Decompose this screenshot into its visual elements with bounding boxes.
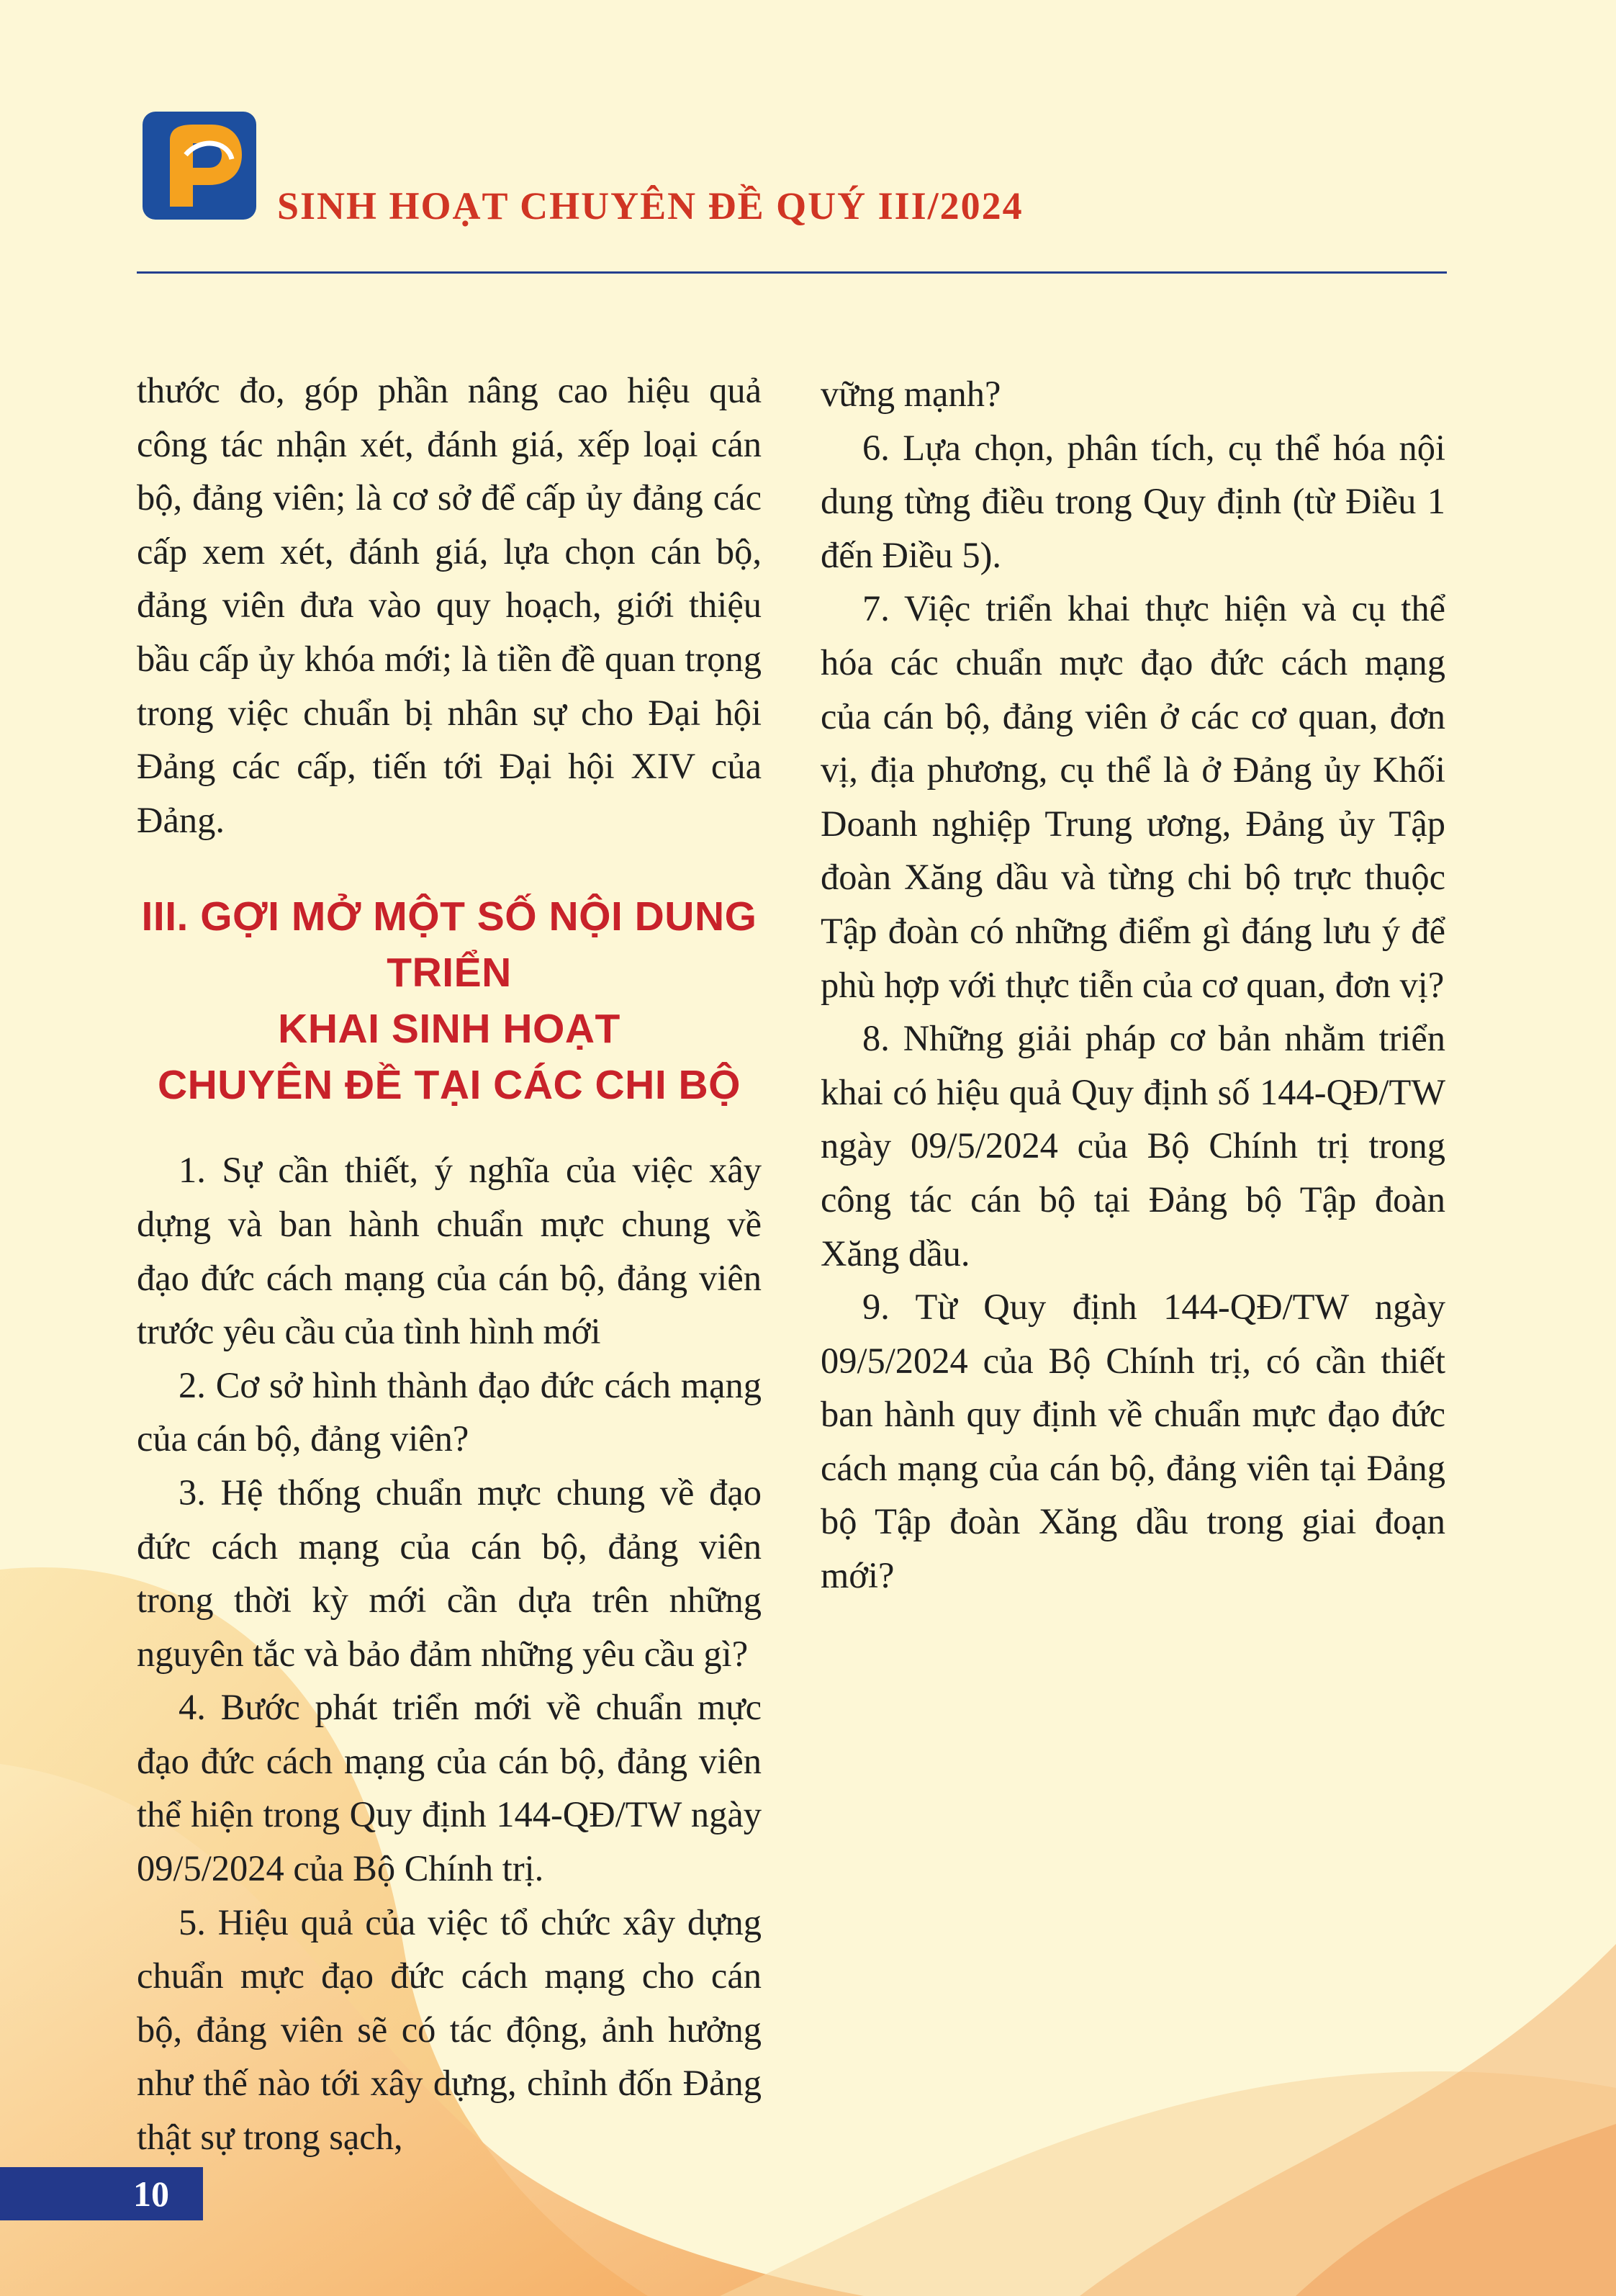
- left-column: [137, 364, 762, 2164]
- list-item: 5. Hiệu quả của việc tổ chức xây dựng chuẩn mực đạo đức cách mạng cho cán bộ, đảng viên sẽ có tác động, ảnh hưởng như thế nào tới xây dựng, chỉnh đốn Đảng thật sự trong sạch,: [137, 1901, 762, 2158]
- section-heading-line: KHAI SINH HOẠT: [278, 1006, 620, 1053]
- list-item-continued: vững mạnh?: [821, 374, 1001, 414]
- list-item: 2. Cơ sở hình thành đạo đức cách mạng của cán bộ, đảng viên?: [137, 1364, 762, 1459]
- list-item: 8. Những giải pháp cơ bản nhằm triển khai có hiệu quả Quy định số 144-QĐ/TW ngày 09/5/2024 của Bộ Chính trị trong công tác cán bộ tại Đảng bộ Tập đoàn Xăng dầu.: [821, 1018, 1445, 1274]
- section-heading-line: CHUYÊN ĐỀ TẠI CÁC CHI BỘ: [157, 1062, 741, 1109]
- header-divider: [137, 271, 1447, 274]
- list-item: 3. Hệ thống chuẩn mực chung về đạo đức cách mạng của cán bộ, đảng viên trong thời kỳ mới cần dựa trên những nguyên tắc và bảo đảm những yêu cầu gì?: [137, 1472, 762, 1674]
- page-number-box: [0, 2167, 203, 2220]
- list-item: 9. Từ Quy định 144-QĐ/TW ngày 09/5/2024 của Bộ Chính trị, có cần thiết ban hành quy định về chuẩn mực đạo đức cách mạng của cán bộ, đảng viên tại Đảng bộ Tập đoàn Xăng dầu trong giai đoạn mới?: [821, 1287, 1445, 1596]
- section-heading: [137, 888, 762, 1113]
- paragraph-continued: thước đo, góp phần nâng cao hiệu quả công tác nhận xét, đánh giá, xếp loại cán bộ, đảng viên; là cơ sở để cấp ủy đảng các cấp xem xét, đánh giá, lựa chọn cán bộ, đảng viên đưa vào quy hoạch, giới thiệu bầu cấp ủy khóa mới; là tiền đề quan trọng trong việc chuẩn bị nhân sự cho Đại hội Đảng các cấp, tiến tới Đại hội XIV của Đảng.: [137, 370, 762, 840]
- petrolimex-logo-icon: [143, 112, 256, 220]
- page-number: 10: [133, 2174, 169, 2214]
- list-item: 6. Lựa chọn, phân tích, cụ thể hóa nội dung từng điều trong Quy định (từ Điều 1 đến Điều 5).: [821, 427, 1445, 575]
- list-item: 7. Việc triển khai thực hiện và cụ thể hóa các chuẩn mực đạo đức cách mạng của cán bộ, đảng viên ở các cơ quan, đơn vị, địa phương, cụ thể là ở Đảng ủy Khối Doanh nghiệp Trung ương, Đảng ủy Tập đoàn Xăng dầu và từng chi bộ trực thuộc Tập đoàn có những điểm gì đáng lưu ý để phù hợp với thực tiễn của cơ quan, đơn vị?: [821, 588, 1445, 1005]
- section-heading-line: III. GỢI MỞ MỘT SỐ NỘI DUNG TRIỂN: [141, 893, 757, 996]
- list-item: 1. Sự cần thiết, ý nghĩa của việc xây dựng và ban hành chuẩn mực chung về đạo đức cách mạng của cán bộ, đảng viên trước yêu cầu của tình hình mới: [137, 1150, 762, 1352]
- list-item: 4. Bước phát triển mới về chuẩn mực đạo đức cách mạng của cán bộ, đảng viên thể hiện trong Quy định 144-QĐ/TW ngày 09/5/2024 của Bộ Chính trị.: [137, 1687, 762, 1889]
- header-title: SINH HOẠT CHUYÊN ĐỀ QUÝ III/2024: [277, 184, 1024, 228]
- right-column: [821, 367, 1445, 1603]
